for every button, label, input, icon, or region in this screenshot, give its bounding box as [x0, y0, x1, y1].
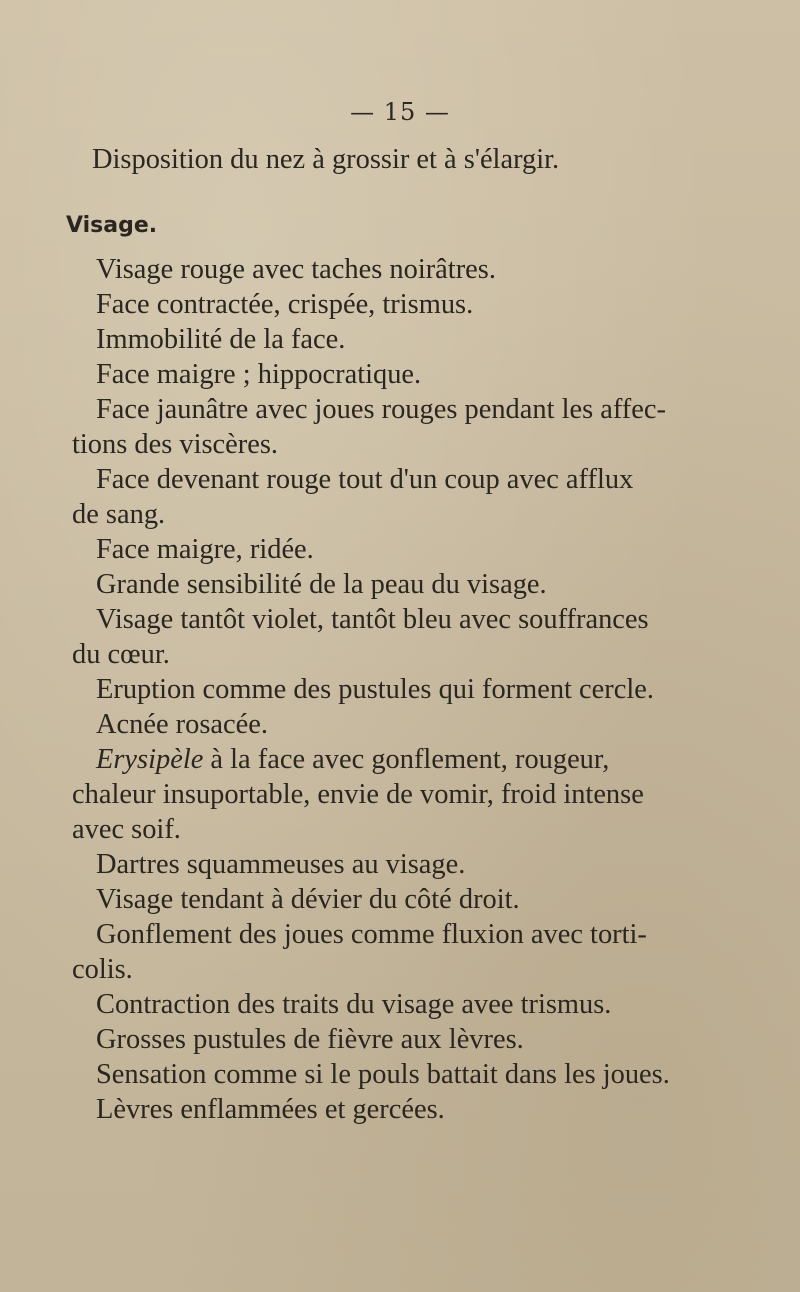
intro-line: Disposition du nez à grossir et à s'élargir.	[92, 143, 560, 175]
symptom-line: colis.	[72, 953, 133, 985]
symptom-line: chaleur insuportable, envie de vomir, froid intense	[72, 778, 644, 810]
symptom-line: Immobilité de la face.	[96, 323, 346, 355]
line-continuation: à la face avec gonflement, rougeur,	[203, 743, 610, 775]
symptom-line: de sang.	[72, 498, 166, 530]
symptom-line: avec soif.	[72, 813, 181, 845]
page-number: — 15 —	[350, 98, 450, 126]
symptom-line: Face maigre, ridée.	[96, 533, 314, 565]
symptom-line: Face jaunâtre avec joues rouges pendant les affec-	[96, 393, 666, 425]
symptom-line: Acnée rosacée.	[96, 708, 268, 740]
section-heading: Visage.	[66, 213, 158, 238]
symptom-line: Face contractée, crispée, trismus.	[96, 288, 474, 320]
symptom-line: Face maigre ; hippocratique.	[96, 358, 422, 390]
symptom-line: Contraction des traits du visage avee trismus.	[96, 988, 612, 1020]
symptom-line	[96, 742, 609, 776]
symptom-line: Visage tantôt violet, tantôt bleu avec souffrances	[96, 603, 649, 635]
italic-term: Erysipèle	[96, 743, 204, 775]
symptom-line: Sensation comme si le pouls battait dans les joues.	[96, 1058, 670, 1090]
symptom-line: Grosses pustules de fièvre aux lèvres.	[96, 1023, 524, 1055]
symptom-line: tions des viscères.	[72, 428, 279, 460]
symptom-line: du cœur.	[72, 638, 170, 670]
symptom-line: Visage rouge avec taches noirâtres.	[96, 253, 496, 285]
symptom-line: Gonflement des joues comme fluxion avec torti-	[96, 918, 647, 950]
symptom-line: Lèvres enflammées et gercées.	[96, 1093, 445, 1125]
symptom-line: Grande sensibilité de la peau du visage.	[96, 568, 547, 600]
symptom-line: Visage tendant à dévier du côté droit.	[96, 883, 520, 915]
symptom-line: Eruption comme des pustules qui forment cercle.	[96, 673, 654, 705]
symptom-line: Face devenant rouge tout d'un coup avec afflux	[96, 463, 634, 495]
symptom-line: Dartres squammeuses au visage.	[96, 848, 466, 880]
